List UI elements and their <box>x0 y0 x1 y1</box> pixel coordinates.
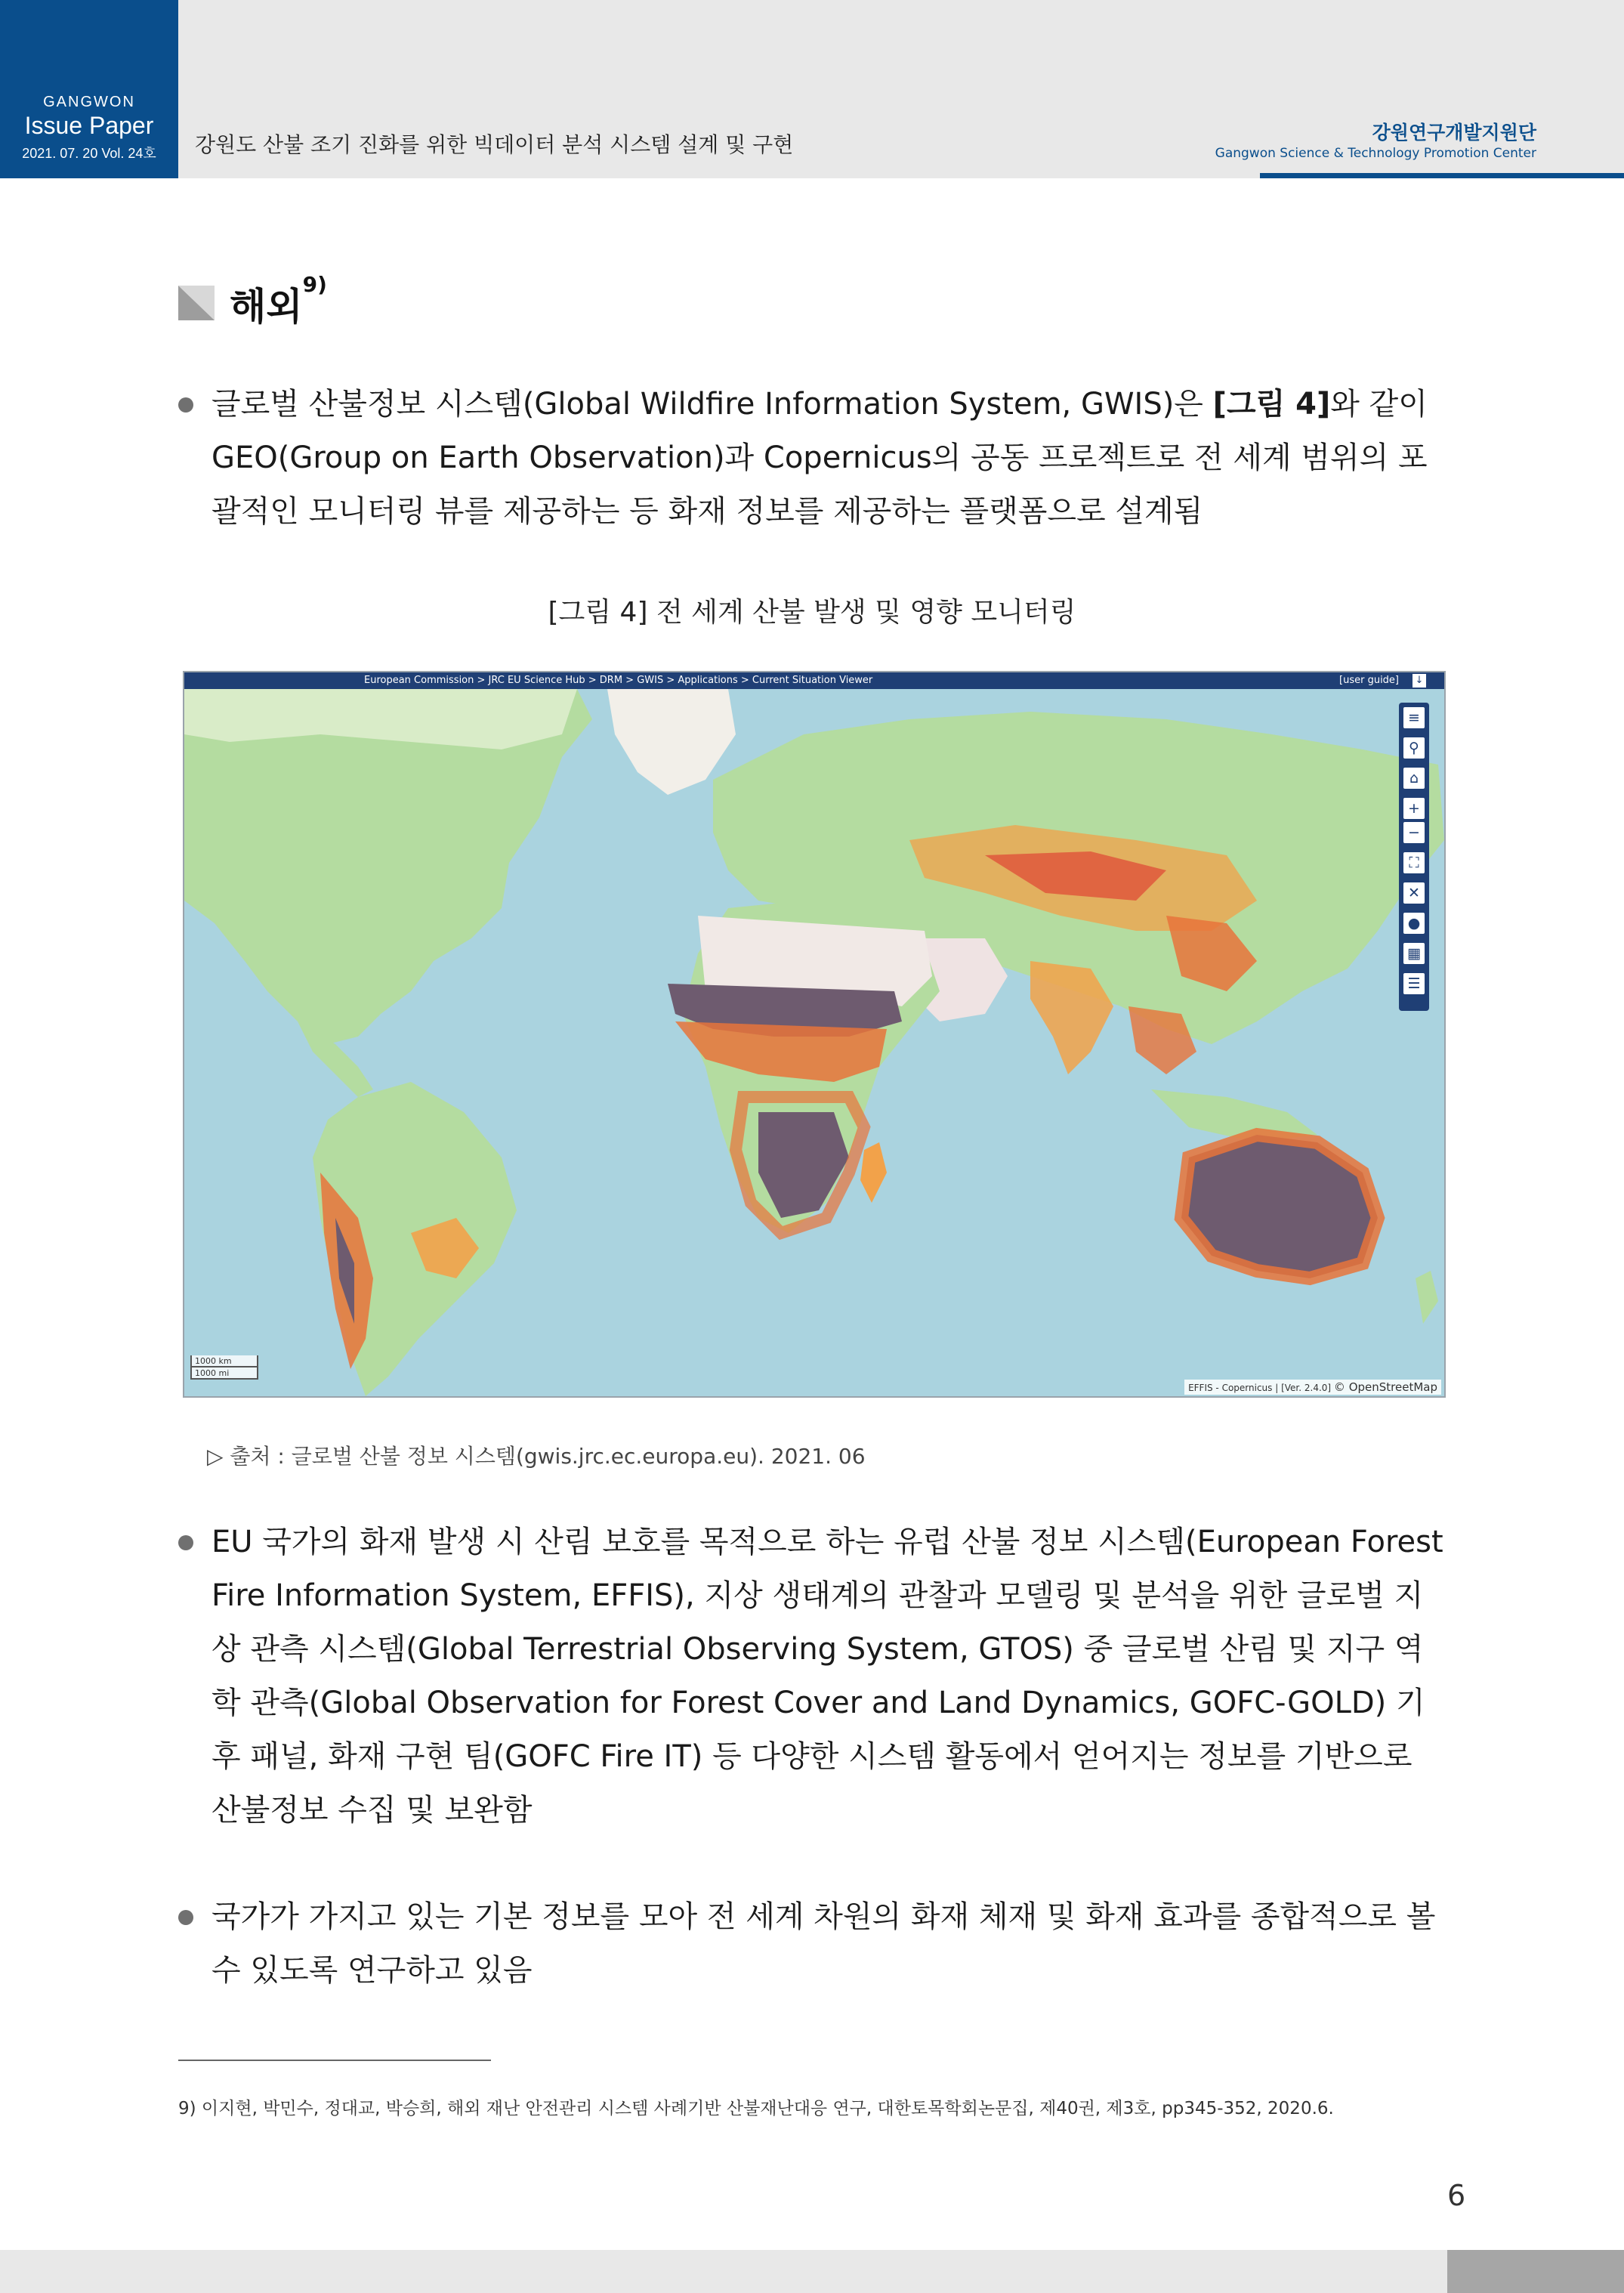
footer-band <box>0 2250 1447 2293</box>
paragraph-effis: EU 국가의 화재 발생 시 산림 보호를 목적으로 하는 유럽 산불 정보 시스템(European Forest Fire Information System, EFFIS), 지상 생태계의 관찰과 모델링 및 분석을 위한 글로벌 지상 관측 시스템(Global Terrestrial Observing System, GTOS) 중 글로벌 산림 및 지구 역학 관측(Global Observation for Forest Cover and Land Dynamics, GOFC-GOLD) 기후 패널, 화재 구현 팀(GOFC Fire IT) 등 다양한 시스템 활동에서 얻어지는 정보를 기반으로 산불정보 수집 및 보완함 <box>211 1525 1443 1828</box>
download-icon[interactable]: ↓ <box>1413 674 1426 688</box>
map-attribution <box>1184 1380 1441 1395</box>
page-number: 6 <box>1447 2179 1466 2212</box>
paragraph-gwis <box>211 378 1447 539</box>
fullscreen-icon[interactable]: ⛶ <box>1403 852 1425 873</box>
home-icon[interactable]: ⌂ <box>1403 768 1425 789</box>
header-accent-line <box>1260 173 1624 178</box>
attribution-text: EFFIS - Copernicus | [Ver. 2.4.0] <box>1188 1383 1332 1393</box>
layers-icon[interactable]: ≡ <box>1403 707 1425 728</box>
search-icon[interactable]: ⚲ <box>1403 737 1425 759</box>
footnote-rule <box>178 2060 491 2061</box>
map-breadcrumb[interactable]: European Commission > JRC EU Science Hub > DRM > GWIS > Applications > Current Situation Viewer <box>364 675 873 686</box>
gwis-map-viewer[interactable] <box>183 671 1446 1398</box>
scale-bar-km: 1000 km <box>190 1355 258 1367</box>
footnote-ref: 9) <box>302 272 327 297</box>
scale-bar-mi: 1000 mi <box>190 1367 258 1380</box>
section-square-icon <box>178 286 215 320</box>
section-title-text: 해외 <box>230 285 303 329</box>
paragraph-gwis-b: 와 같이 GEO(Group on Earth Observation)과 Copernicus의 공동 프로젝트로 전 세계 범위의 포괄적인 모니터링 뷰를 제공하는 등 화재 정보를 제공하는 플랫폼으로 설계됨 <box>211 387 1428 529</box>
issue-label: 2021. 07. 20 Vol. 24호 <box>22 146 156 161</box>
footer-block <box>1447 2250 1624 2293</box>
header-org: 강원연구개발지원단 <box>1372 122 1536 144</box>
map-toolbar <box>1399 703 1429 1011</box>
series-label: Issue Paper <box>24 112 154 139</box>
brand-label: GANGWON <box>43 94 135 110</box>
bullet-dot <box>178 397 193 413</box>
paragraph-gwis-a: 글로벌 산불정보 시스템(Global Wildfire Information System, GWIS)은 <box>211 387 1213 422</box>
figure-source: ▷ 출처 : 글로벌 산불 정보 시스템(gwis.jrc.ec.europa.eu). 2021. 06 <box>207 1444 866 1469</box>
paragraph-research: 국가가 가지고 있는 기본 정보를 모아 전 세계 차원의 화재 체재 및 화재 효과를 종합적으로 볼 수 있도록 연구하고 있음 <box>211 1899 1436 1988</box>
figure-caption: [그림 4] 전 세계 산불 발생 및 영향 모니터링 <box>548 597 1076 628</box>
grid-icon[interactable]: ▦ <box>1403 943 1425 964</box>
bullet-dot <box>178 1910 193 1925</box>
close-icon[interactable]: ✕ <box>1403 882 1425 904</box>
osm-link[interactable]: © OpenStreetMap <box>1333 1380 1437 1394</box>
zoom-in-icon[interactable]: + <box>1403 798 1425 819</box>
bullet-dot <box>178 1535 193 1550</box>
footnote: 9) 이지현, 박민수, 정대교, 박승희, 해외 재난 안전관리 시스템 사례기반 산불재난대응 연구, 대한토목학회논문집, 제40권, 제3호, pp345-352, 2020.6. <box>178 2099 1334 2118</box>
header-org-en: Gangwon Science & Technology Promotion Center <box>1215 146 1536 161</box>
user-guide-link[interactable]: [user guide] <box>1339 675 1399 686</box>
list-icon[interactable]: ☰ <box>1403 973 1425 994</box>
world-map[interactable] <box>184 689 1444 1396</box>
figure-ref: [그림 4] <box>1212 387 1331 422</box>
location-icon[interactable]: ● <box>1403 913 1425 934</box>
header-title: 강원도 산불 조기 진화를 위한 빅데이터 분석 시스템 설계 및 구현 <box>195 132 794 157</box>
section-title <box>230 272 327 331</box>
issue-paper-badge <box>0 0 178 178</box>
zoom-out-icon[interactable]: − <box>1403 822 1425 843</box>
map-topbar <box>184 672 1444 689</box>
